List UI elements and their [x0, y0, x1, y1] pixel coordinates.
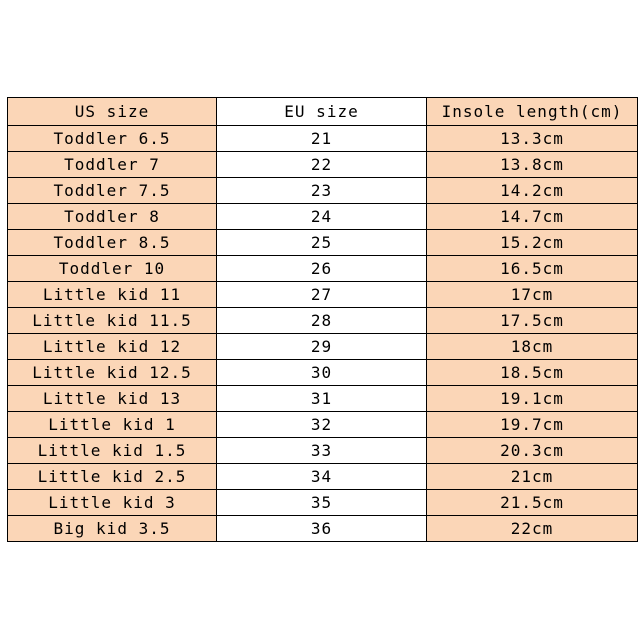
us-size-cell: Little kid 12.5 [8, 360, 217, 386]
us-size-cell: Toddler 7 [8, 152, 217, 178]
eu-size-cell: 21 [217, 126, 427, 152]
header-us-size: US size [8, 98, 217, 126]
eu-size-cell: 34 [217, 464, 427, 490]
table-row [8, 464, 638, 490]
us-size-cell: Toddler 7.5 [8, 178, 217, 204]
table-row [8, 412, 638, 438]
header-eu-size: EU size [217, 98, 427, 126]
us-size-cell: Toddler 6.5 [8, 126, 217, 152]
us-size-cell: Little kid 11.5 [8, 308, 217, 334]
us-size-cell: Little kid 3 [8, 490, 217, 516]
table-row [8, 178, 638, 204]
insole-length-cell: 16.5cm [427, 256, 638, 282]
insole-length-cell: 17.5cm [427, 308, 638, 334]
table-row [8, 256, 638, 282]
us-size-cell: Little kid 11 [8, 282, 217, 308]
table-header-row [8, 98, 638, 126]
table-row [8, 438, 638, 464]
insole-length-cell: 14.2cm [427, 178, 638, 204]
insole-length-cell: 21.5cm [427, 490, 638, 516]
table-row [8, 126, 638, 152]
eu-size-cell: 24 [217, 204, 427, 230]
table-row [8, 230, 638, 256]
insole-length-cell: 18.5cm [427, 360, 638, 386]
insole-length-cell: 18cm [427, 334, 638, 360]
eu-size-cell: 26 [217, 256, 427, 282]
eu-size-cell: 28 [217, 308, 427, 334]
eu-size-cell: 22 [217, 152, 427, 178]
eu-size-cell: 27 [217, 282, 427, 308]
table-row [8, 516, 638, 542]
insole-length-cell: 14.7cm [427, 204, 638, 230]
insole-length-cell: 15.2cm [427, 230, 638, 256]
us-size-cell: Little kid 13 [8, 386, 217, 412]
us-size-cell: Little kid 12 [8, 334, 217, 360]
us-size-cell: Little kid 1 [8, 412, 217, 438]
insole-length-cell: 21cm [427, 464, 638, 490]
table-row [8, 334, 638, 360]
table-row [8, 360, 638, 386]
insole-length-cell: 20.3cm [427, 438, 638, 464]
eu-size-cell: 30 [217, 360, 427, 386]
table-row [8, 386, 638, 412]
us-size-cell: Toddler 8 [8, 204, 217, 230]
size-chart-table [7, 97, 638, 542]
eu-size-cell: 35 [217, 490, 427, 516]
table-row [8, 282, 638, 308]
eu-size-cell: 23 [217, 178, 427, 204]
table-row [8, 490, 638, 516]
eu-size-cell: 32 [217, 412, 427, 438]
table-row [8, 204, 638, 230]
insole-length-cell: 13.3cm [427, 126, 638, 152]
table-row [8, 308, 638, 334]
us-size-cell: Toddler 10 [8, 256, 217, 282]
us-size-cell: Big kid 3.5 [8, 516, 217, 542]
insole-length-cell: 19.7cm [427, 412, 638, 438]
eu-size-cell: 33 [217, 438, 427, 464]
table-row [8, 152, 638, 178]
eu-size-cell: 31 [217, 386, 427, 412]
us-size-cell: Little kid 1.5 [8, 438, 217, 464]
eu-size-cell: 29 [217, 334, 427, 360]
eu-size-cell: 25 [217, 230, 427, 256]
us-size-cell: Little kid 2.5 [8, 464, 217, 490]
eu-size-cell: 36 [217, 516, 427, 542]
insole-length-cell: 17cm [427, 282, 638, 308]
insole-length-cell: 19.1cm [427, 386, 638, 412]
insole-length-cell: 13.8cm [427, 152, 638, 178]
us-size-cell: Toddler 8.5 [8, 230, 217, 256]
insole-length-cell: 22cm [427, 516, 638, 542]
size-chart-body [8, 98, 638, 542]
header-insole-length: Insole length(cm) [427, 98, 638, 126]
